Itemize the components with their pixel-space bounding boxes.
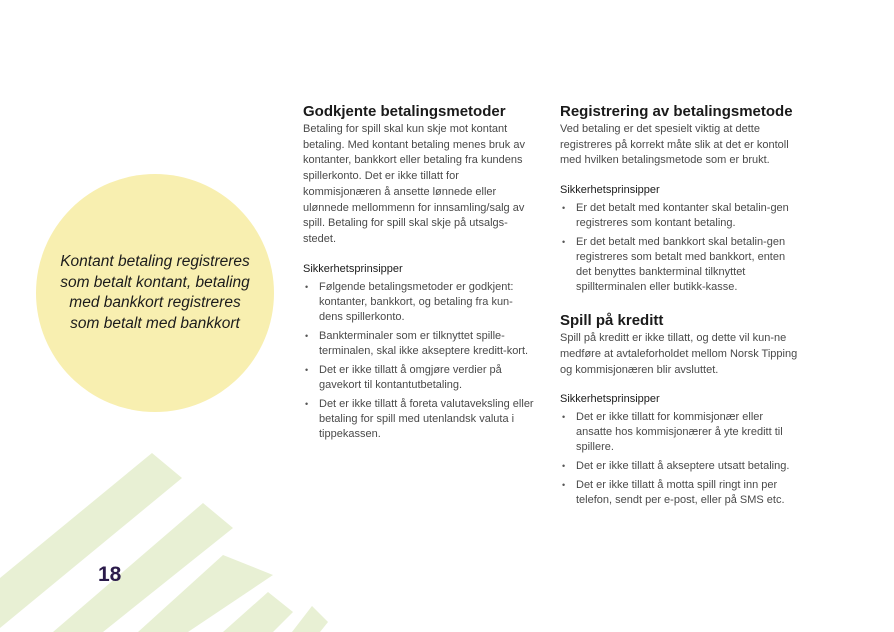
bullet-list bbox=[560, 201, 798, 295]
bullet-item: • Det er ikke tillatt for kommisjonær eller ansatte hos kommisjonærer å yte kreditt til spillere. bbox=[560, 410, 798, 455]
page-number: 18 bbox=[98, 563, 122, 586]
bullet-list bbox=[303, 280, 535, 442]
bullet-list bbox=[560, 410, 798, 508]
bullet-item: • Det er ikke tillatt å akseptere utsatt betaling. bbox=[560, 459, 798, 474]
security-subheading: Sikkerhetsprinsipper bbox=[560, 184, 660, 197]
security-subheading: Sikkerhetsprinsipper bbox=[560, 393, 660, 406]
section-title: Spill på kreditt bbox=[560, 312, 664, 330]
security-subheading: Sikkerhetsprinsipper bbox=[303, 262, 403, 275]
bullet-item: • Det er ikke tillatt å motta spill ringt inn per telefon, sendt per e-post, eller på SMS etc. bbox=[560, 478, 798, 508]
left-column bbox=[303, 102, 535, 446]
section-title: Registrering av betalingsmetode bbox=[560, 103, 793, 120]
section-title: Godkjente betalingsmetoder bbox=[303, 103, 506, 120]
bullet-item: • Bankterminaler som er tilknyttet spille-terminalen, skal ikke akseptere kreditt-kort. bbox=[303, 329, 535, 359]
bullet-item: • Er det betalt med kontanter skal betalin-gen registreres som kontant betaling. bbox=[560, 201, 798, 231]
bullet-item: • Følgende betalingsmetoder er godkjent: kontanter, bankkort, og betaling fra kun-dens spillerkonto. bbox=[303, 280, 535, 325]
bullet-item: • Det er ikke tillatt å omgjøre verdier på gavekort til kontantutbetaling. bbox=[303, 363, 535, 393]
section-body: Ved betaling er det spesielt viktig at dette registreres på korrekt måte slik at det er kontoll med hvilken betalingsmetode som er brukt. bbox=[560, 123, 789, 167]
bullet-item: • Er det betalt med bankkort skal betalin-gen registreres som betalt med bankkort, enten det benyttes bankterminal tilknyttet spillterminalen eller butikk-kasse. bbox=[560, 235, 798, 295]
bullet-item: • Det er ikke tillatt å foreta valutaveksling eller betaling for spill med utenlandsk valuta i tippekassen. bbox=[303, 397, 535, 442]
pull-quote: Kontant betaling registreres som betalt kontant, betaling med bankkort registreres som betalt med bankkort bbox=[60, 253, 250, 332]
right-column bbox=[560, 102, 798, 512]
section-body: Betaling for spill skal kun skje mot kontant betaling. Med kontant betaling menes bruk av kontanter, bankkort eller betaling fra kundens spillerkonto. Det er ikke tillatt for kommisjonæren å ansette lønnede eller ulønnede mellommenn for innsamling/salg av spill. Betaling for spill skal skje på utsalgs-stedet. bbox=[303, 123, 525, 245]
quote-circle bbox=[36, 174, 274, 412]
section-body: Spill på kreditt er ikke tillatt, og dette vil kun-ne medføre at avtaleforholdet mellom Norsk Tipping og kommisjonæren blir avsluttet. bbox=[560, 332, 798, 376]
stripe bbox=[292, 606, 328, 632]
